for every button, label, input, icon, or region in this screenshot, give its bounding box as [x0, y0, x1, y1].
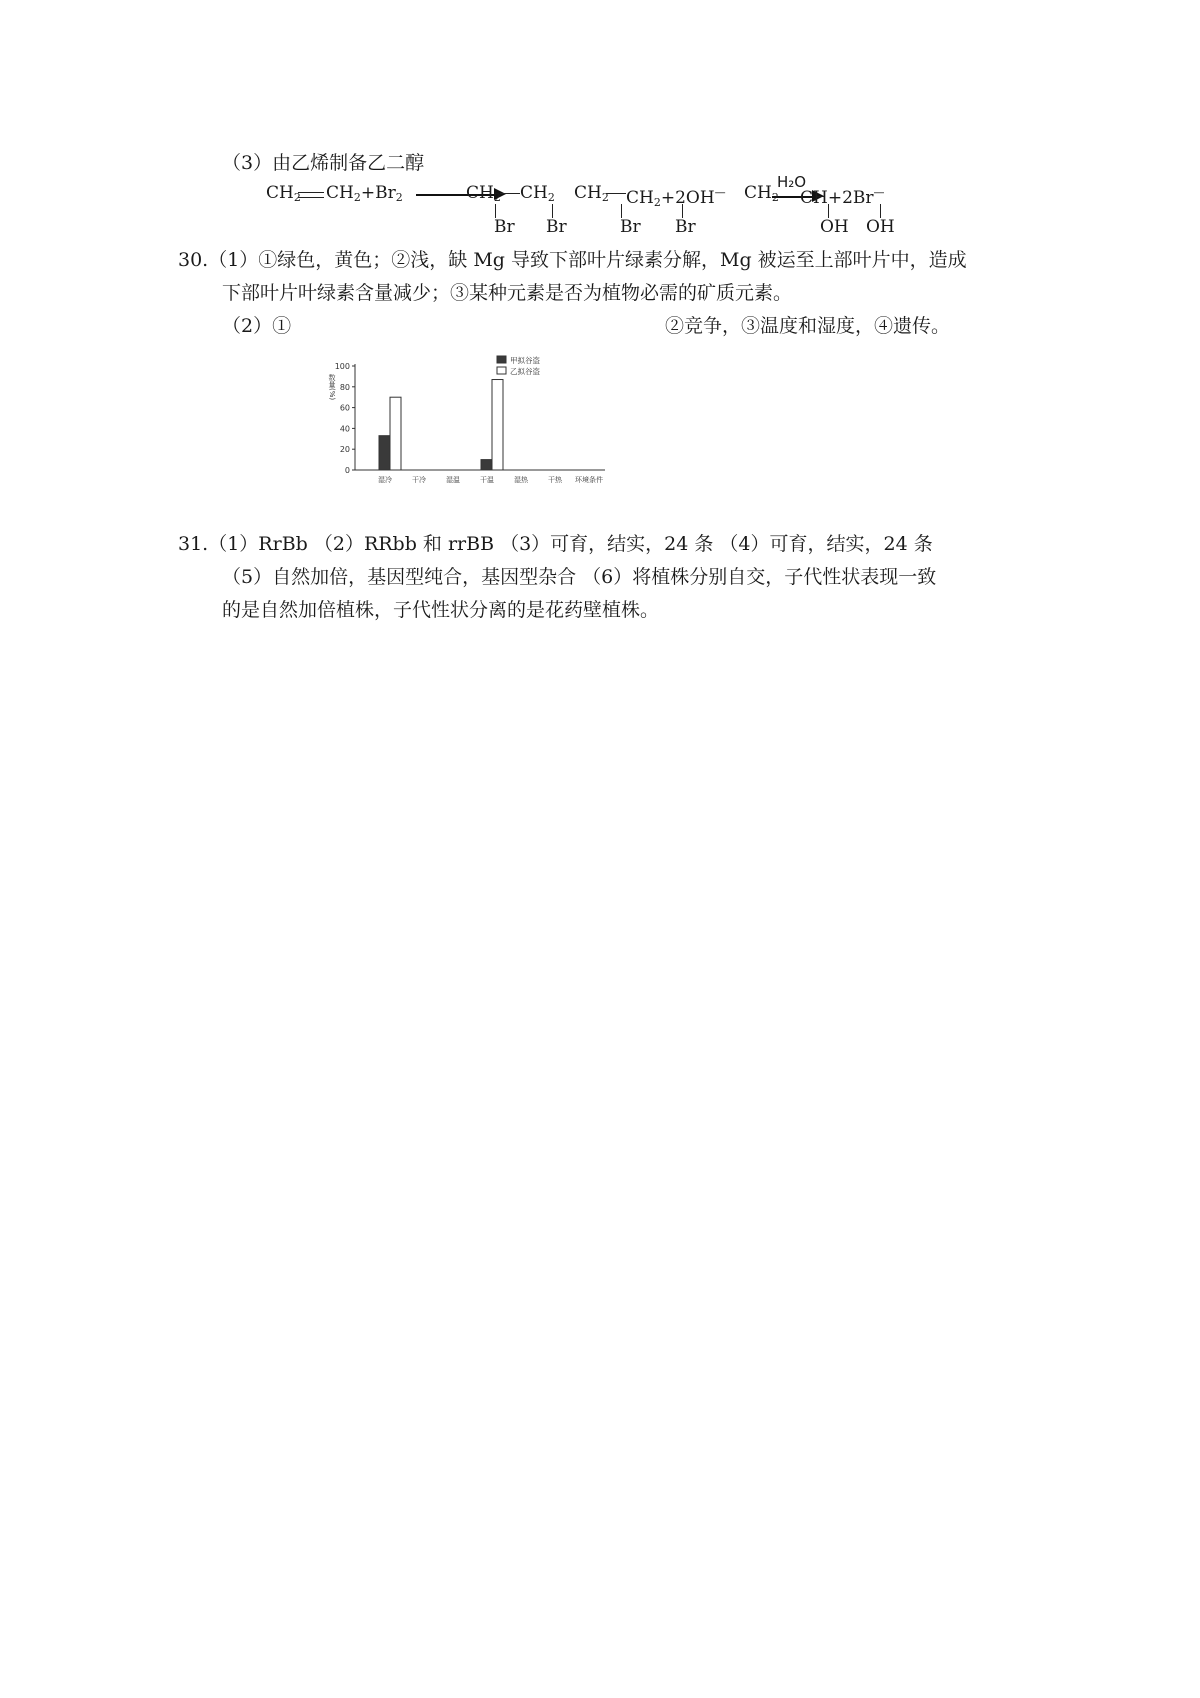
p1-sub-b: 2 [547, 191, 555, 204]
x-tick-label: 湿热 [514, 476, 528, 484]
single-bond-2 [606, 193, 626, 194]
y-tick-label: 20 [339, 445, 350, 455]
reactant2-right [626, 182, 726, 214]
x-tick-label: 环境条件 [575, 476, 603, 484]
q31-line-1: 31.（1）RrBb （2）RRbb 和 rrBB （3）可育，结实，24 条 （4）可育，结实，24 条 [178, 533, 933, 555]
x-tick-label: 干温 [480, 476, 494, 484]
dibromo-product-right [520, 182, 555, 209]
legend-swatch [497, 356, 506, 363]
q31-line-2: （5）自然加倍，基因型纯合，基因型杂合 （6）将植株分别自交，子代性状表现一致 [222, 566, 937, 588]
r2-sub-b: 2 [653, 196, 661, 209]
bar-series-a [481, 460, 492, 470]
p2-ch-b: CH [800, 188, 828, 208]
oh-label-b: OH [866, 217, 895, 237]
arrow-label-h2o: H₂O [777, 173, 807, 191]
br-label-d: Br [675, 217, 696, 237]
p1-sub-a: 2 [493, 191, 501, 204]
legend-label: 乙拟谷盗 [510, 367, 540, 376]
ethylene-ch: CH [266, 183, 294, 203]
bar-series-b [390, 397, 401, 470]
double-bond [298, 192, 324, 198]
q30-line-2: 下部叶片叶绿素含量减少；③某种元素是否为植物必需的矿质元素。 [222, 282, 793, 304]
br-label-a: Br [494, 217, 515, 237]
bar-chart-svg [325, 352, 615, 494]
bar-series-a [379, 436, 390, 470]
beetle-population-chart [325, 352, 615, 494]
bar-series-b [492, 380, 503, 470]
plus-oh: +2OH [660, 188, 715, 208]
x-tick-label: 湿温 [446, 476, 460, 484]
x-tick-label: 干热 [548, 476, 562, 484]
ethylene-sub: 2 [293, 191, 301, 204]
glycol-product [744, 182, 779, 209]
ethylene-ch-2: CH [326, 183, 354, 203]
legend-label: 甲拟谷盗 [510, 356, 540, 365]
reactant2 [574, 182, 609, 209]
r2-ch-b: CH [626, 188, 654, 208]
br-label-b: Br [546, 217, 567, 237]
glycol-product-right [800, 182, 885, 209]
p2-sub-a: 2 [771, 191, 779, 204]
q30-line-3-left: （2）① [222, 315, 292, 337]
p1-ch-b: CH [520, 183, 548, 203]
r2-ch-a: CH [574, 183, 602, 203]
ethylene-formula-right [326, 182, 403, 209]
y-tick-label: 0 [344, 466, 350, 475]
oh-charge: — [714, 186, 726, 199]
q29-part3-heading: （3）由乙烯制备乙二醇 [222, 152, 425, 174]
p2-ch-a: CH [744, 183, 772, 203]
plus-br2: +Br [360, 183, 396, 203]
legend-swatch [497, 367, 506, 374]
y-tick-label: 80 [339, 382, 350, 392]
ethylene-sub-2: 2 [353, 191, 361, 204]
oh-label-a: OH [820, 217, 849, 237]
q31-line-3: 的是自然加倍植株，子代性状分离的是花药壁植株。 [222, 599, 660, 621]
plus-br: +2Br [827, 188, 874, 208]
br-label-c: Br [620, 217, 641, 237]
q30-line-3-right: ②竞争，③温度和湿度，④遗传。 [665, 315, 951, 337]
x-tick-label: 干冷 [412, 476, 426, 484]
p1-ch-a: CH [466, 183, 494, 203]
x-tick-label: 湿冷 [378, 476, 392, 484]
y-axis-label: 数量(%) [328, 374, 336, 401]
br2-sub: 2 [395, 191, 403, 204]
single-bond [500, 193, 520, 194]
br-charge: — [873, 186, 885, 199]
y-tick-label: 60 [339, 403, 350, 413]
y-tick-label: 100 [334, 362, 350, 371]
q30-line-1: 30.（1）①绿色，黄色；②浅，缺 Mg 导致下部叶片绿素分解，Mg 被运至上部叶片中，造成 [178, 249, 967, 271]
ethylene-formula [266, 182, 301, 209]
r2-sub-a: 2 [601, 191, 609, 204]
y-tick-label: 40 [339, 424, 350, 434]
